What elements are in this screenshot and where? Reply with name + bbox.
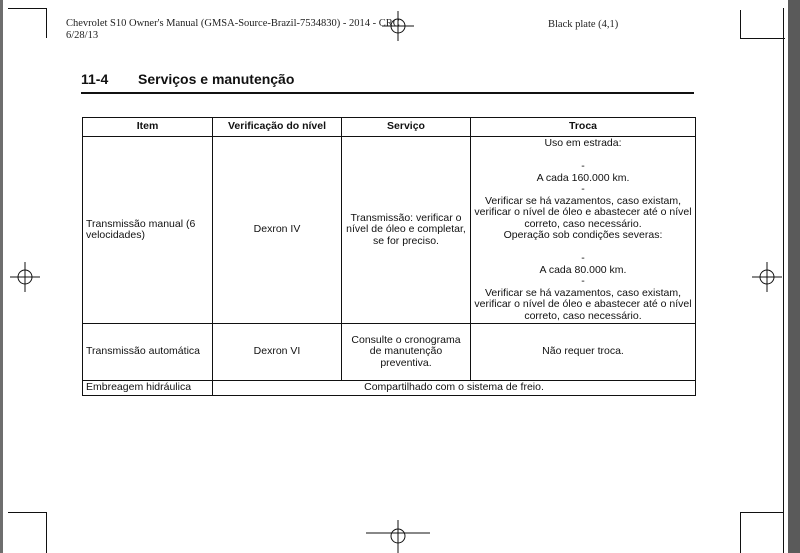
troca-line: Verificar se há vazamentos, caso existam, verificar o nível de óleo e abastecer até o nível correto, caso necessário. — [474, 194, 692, 230]
black-plate-label: Black plate (4,1) — [548, 19, 619, 30]
troca-line: Operação sob condições severas: — [503, 229, 663, 241]
troca-line: - — [581, 252, 585, 264]
crop-mark — [740, 10, 741, 38]
registration-mark-icon — [366, 520, 430, 553]
crop-mark — [740, 38, 785, 39]
troca-line: A cada 160.000 km. — [536, 171, 630, 184]
crop-mark — [783, 8, 784, 553]
cell-nivel: Dexron VI — [213, 324, 342, 381]
registration-mark-icon — [752, 262, 782, 292]
column-header-troca: Troca — [471, 118, 696, 137]
cell-troca — [471, 137, 696, 324]
table-row — [83, 324, 696, 381]
section-title: Serviços e manutenção — [138, 71, 295, 87]
cell-item: Embreagem hidráulica — [83, 381, 213, 396]
troca-line: - — [581, 275, 585, 287]
crop-mark — [46, 8, 47, 38]
table-row — [83, 137, 696, 324]
maintenance-table — [82, 117, 696, 396]
crop-mark — [8, 8, 46, 9]
table-row — [83, 381, 696, 396]
print-header-title: Chevrolet S10 Owner's Manual (GMSA-Source-Brazil-7534830) - 2014 - CRC — [66, 18, 400, 29]
registration-mark-icon — [10, 262, 40, 292]
cell-item: Transmissão automática — [83, 324, 213, 381]
cell-item: Transmissão manual (6 velocidades) — [83, 137, 213, 324]
viewer-background — [788, 0, 800, 553]
cell-servico: Transmissão: verificar o nível de óleo e completar, se for preciso. — [342, 137, 471, 324]
crop-mark — [740, 512, 741, 553]
column-header-servico: Serviço — [342, 118, 471, 137]
crop-mark — [8, 512, 46, 513]
cell-troca: Não requer troca. — [471, 324, 696, 381]
troca-line: - — [581, 183, 585, 195]
troca-line: - — [581, 160, 585, 172]
column-header-item: Item — [83, 118, 213, 137]
print-header — [66, 18, 400, 42]
section-heading — [81, 70, 694, 94]
cell-merged: Compartilhado com o sistema de freio. — [213, 381, 696, 396]
crop-mark — [740, 512, 783, 513]
troca-line: Uso em estrada: — [544, 137, 622, 149]
cell-nivel: Dexron IV — [213, 137, 342, 324]
cell-servico: Consulte o cronograma de manutenção preventiva. — [342, 324, 471, 381]
crop-mark — [46, 512, 47, 553]
column-header-verificacao: Verificação do nível — [213, 118, 342, 137]
troca-line: Verificar se há vazamentos, caso existam, verificar o nível de óleo e abastecer até o nível correto, caso necessário. — [474, 286, 692, 322]
troca-line: A cada 80.000 km. — [539, 263, 627, 276]
print-header-date: 6/28/13 — [66, 30, 99, 41]
section-number: 11-4 — [81, 71, 109, 87]
registration-mark-icon — [382, 11, 414, 41]
table-header-row — [83, 118, 696, 137]
